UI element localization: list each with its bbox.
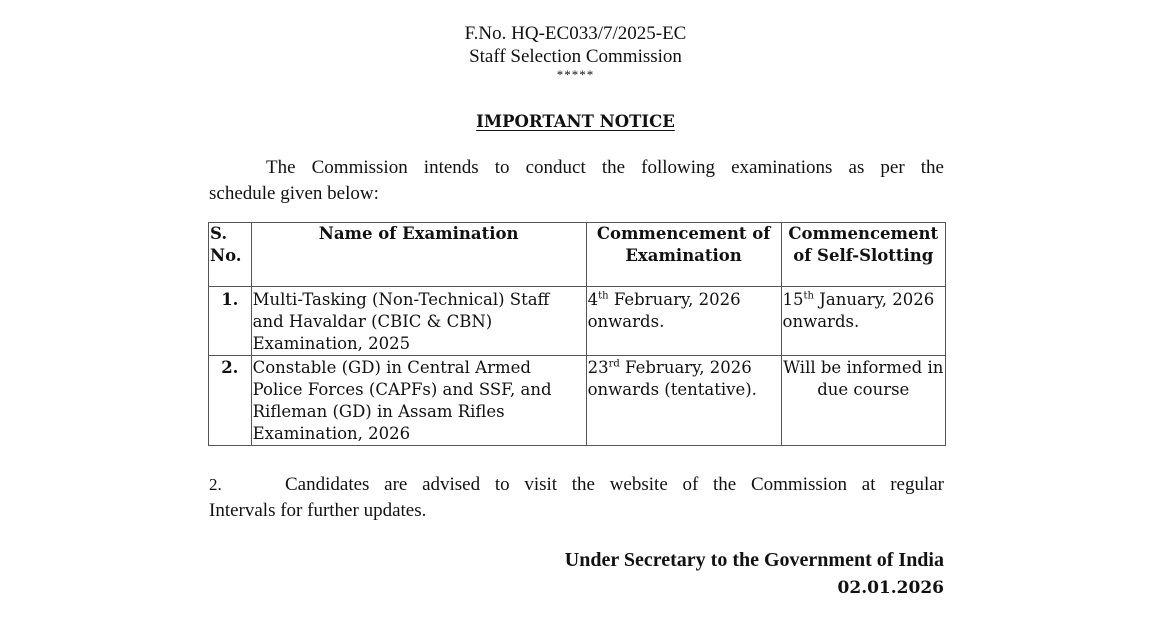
header-sno: S. No. (209, 223, 252, 287)
exam-schedule-table (208, 222, 946, 446)
intro-paragraph (209, 155, 944, 207)
row-exam-name: Constable (GD) in Central Armed Police Forces (CAPFs) and SSF, and Rifleman (GD) in Assam Rifles Examination, 2026 (251, 356, 586, 446)
notice-date: 02.01.2026 (837, 578, 944, 598)
organization-name: Staff Selection Commission (469, 46, 682, 67)
header-self-slotting: Commencement of Self-Slotting (781, 223, 945, 287)
separator-stars: ***** (556, 67, 595, 82)
row-slot-date: 15th January, 2026 onwards. (781, 287, 945, 356)
row-sno: 1. (209, 287, 252, 356)
notice-title: IMPORTANT NOTICE (476, 112, 675, 131)
row-exam-name: Multi-Tasking (Non-Technical) Staff and Havaldar (CBIC & CBN) Examination, 2025 (251, 287, 586, 356)
row-exam-date: 23rd February, 2026 onwards (tentative). (586, 356, 781, 446)
intro-line-2: schedule given below: (209, 183, 379, 204)
signatory-designation: Under Secretary to the Government of India (564, 549, 944, 571)
table-row (209, 287, 946, 356)
header-exam-name: Name of Examination (251, 223, 586, 287)
advisory-line-1: 2. Candidates are advised to visit the website of the Commission at regular (209, 474, 944, 495)
row-sno: 2. (209, 356, 252, 446)
intro-line-1: The Commission intends to conduct the following examinations as per the (266, 157, 944, 178)
file-number: F.No. HQ-EC033/7/2025-EC (464, 23, 687, 44)
table-header-row (209, 223, 946, 287)
header-exam-commencement: Commencement of Examination (586, 223, 781, 287)
table-row (209, 356, 946, 446)
advisory-paragraph (209, 472, 944, 524)
row-exam-date: 4th February, 2026 onwards. (586, 287, 781, 356)
row-slot-date: Will be informed in due course (781, 356, 945, 446)
advisory-line-2: Intervals for further updates. (209, 500, 427, 521)
